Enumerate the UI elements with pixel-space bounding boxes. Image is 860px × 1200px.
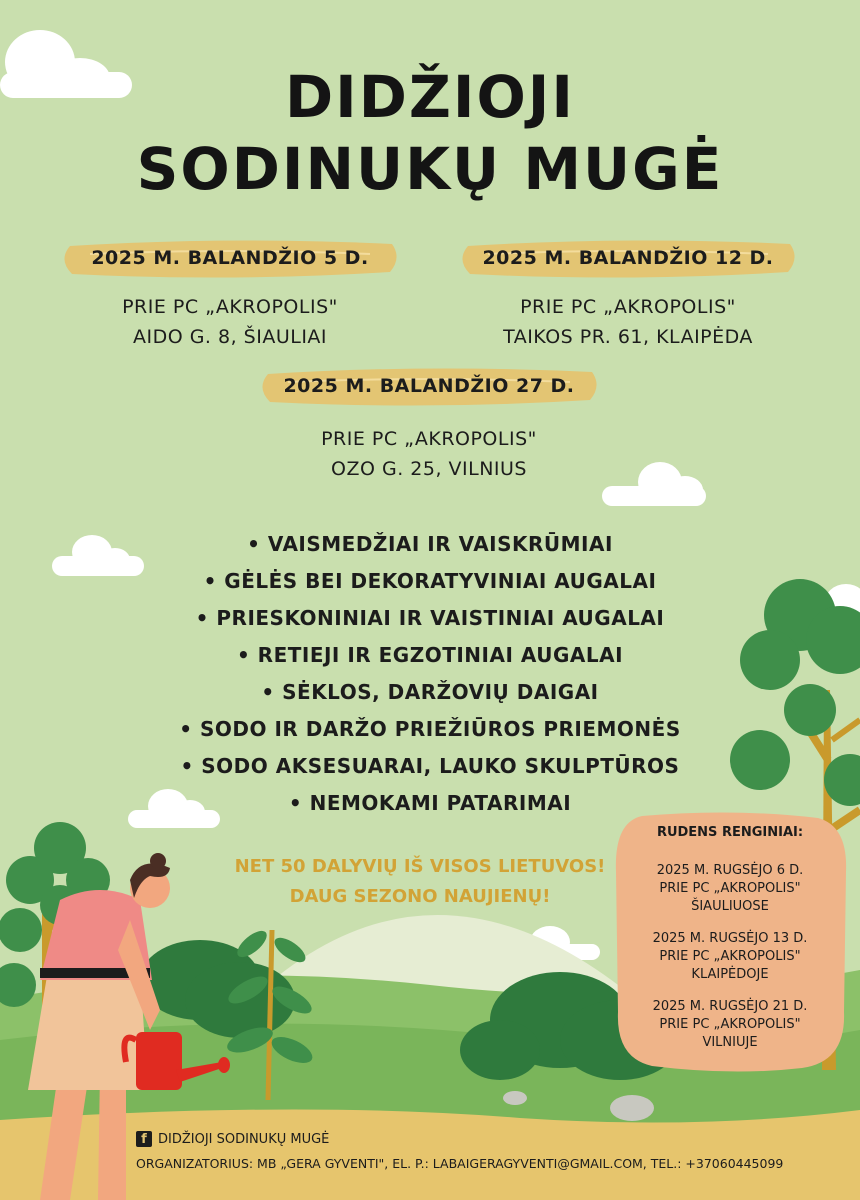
facebook-icon: f [136, 1131, 152, 1147]
autumn-event-3 [612, 998, 848, 1052]
autumn-event-city: VILNIUJE [702, 1035, 758, 1050]
event-address-1 [60, 292, 400, 352]
event-address-3 [258, 424, 600, 484]
event-date-pill-1 [60, 236, 400, 280]
page-title-line-2: SODINUKŲ MUGĖ [136, 135, 724, 203]
organizer-info: ORGANIZATORIUS: MB „GERA GYVENTI", EL. P.: LABAIGERAGYVENTI@GMAIL.COM, TEL.: +37060445099 [136, 1156, 784, 1171]
autumn-event-date: 2025 M. RUGSĖJO 13 D. [652, 931, 808, 946]
autumn-event-venue: PRIE PC „AKROPOLIS" [659, 881, 801, 896]
autumn-heading: RUDENS RENGINIAI: [656, 825, 804, 840]
facebook-link[interactable] [136, 1128, 856, 1150]
highlight-text [200, 852, 640, 912]
event-venue-1: PRIE PC „AKROPOLIS" [122, 296, 338, 318]
list-item: • VAISMEDŽIAI IR VAISKRŪMIAI [247, 532, 613, 556]
event-date-pill-3 [258, 364, 600, 408]
event-date-1: 2025 M. BALANDŽIO 5 D. [91, 247, 369, 269]
event-street-2: TAIKOS PR. 61, KLAIPĖDA [503, 326, 753, 348]
list-item: • NEMOKAMI PATARIMAI [288, 791, 572, 815]
autumn-event-city: ŠIAULIUOSE [691, 899, 769, 914]
highlight-line-2: DAUG SEZONO NAUJIENŲ! [289, 886, 551, 907]
autumn-event-venue: PRIE PC „AKROPOLIS" [659, 949, 801, 964]
list-item: • RETIEJI IR EGZOTINIAI AUGALAI [236, 643, 624, 667]
autumn-event-date: 2025 M. RUGSĖJO 21 D. [652, 999, 808, 1014]
autumn-events-box [612, 812, 848, 1072]
event-date-2: 2025 M. BALANDŽIO 12 D. [482, 247, 774, 269]
event-address-2 [458, 292, 798, 352]
facebook-page-name: DIDŽIOJI SODINUKŲ MUGĖ [158, 1131, 330, 1147]
list-item: • SODO AKSESUARAI, LAUKO SKULPTŪROS [180, 754, 680, 778]
cloud-icon [602, 462, 706, 506]
event-venue-2: PRIE PC „AKROPOLIS" [520, 296, 736, 318]
event-date-pill-2 [458, 236, 798, 280]
list-item: • GĖLĖS BEI DEKORATYVINIAI AUGALAI [203, 569, 657, 593]
autumn-event-date: 2025 M. RUGSĖJO 6 D. [656, 863, 804, 878]
list-item: • PRIESKONINIAI IR VAISTINIAI AUGALAI [195, 606, 665, 630]
list-item: • SĖKLOS, DARŽOVIŲ DAIGAI [261, 680, 599, 704]
event-venue-3: PRIE PC „AKROPOLIS" [321, 428, 537, 450]
autumn-event-2 [612, 930, 848, 984]
event-street-1: AIDO G. 8, ŠIAULIAI [132, 326, 328, 348]
autumn-event-city: KLAIPĖDOJE [691, 967, 769, 982]
offerings-list [0, 526, 860, 822]
event-street-3: OZO G. 25, VILNIUS [331, 458, 527, 480]
highlight-line-1: NET 50 DALYVIŲ IŠ VISOS LIETUVOS! [234, 856, 606, 877]
autumn-event-venue: PRIE PC „AKROPOLIS" [659, 1017, 801, 1032]
event-date-3: 2025 M. BALANDŽIO 27 D. [283, 375, 575, 397]
autumn-event-1 [612, 862, 848, 916]
list-item: • SODO IR DARŽO PRIEŽIŪROS PRIEMONĖS [179, 717, 681, 741]
page-title-line-1: DIDŽIOJI [285, 63, 575, 131]
footer [136, 1128, 856, 1171]
